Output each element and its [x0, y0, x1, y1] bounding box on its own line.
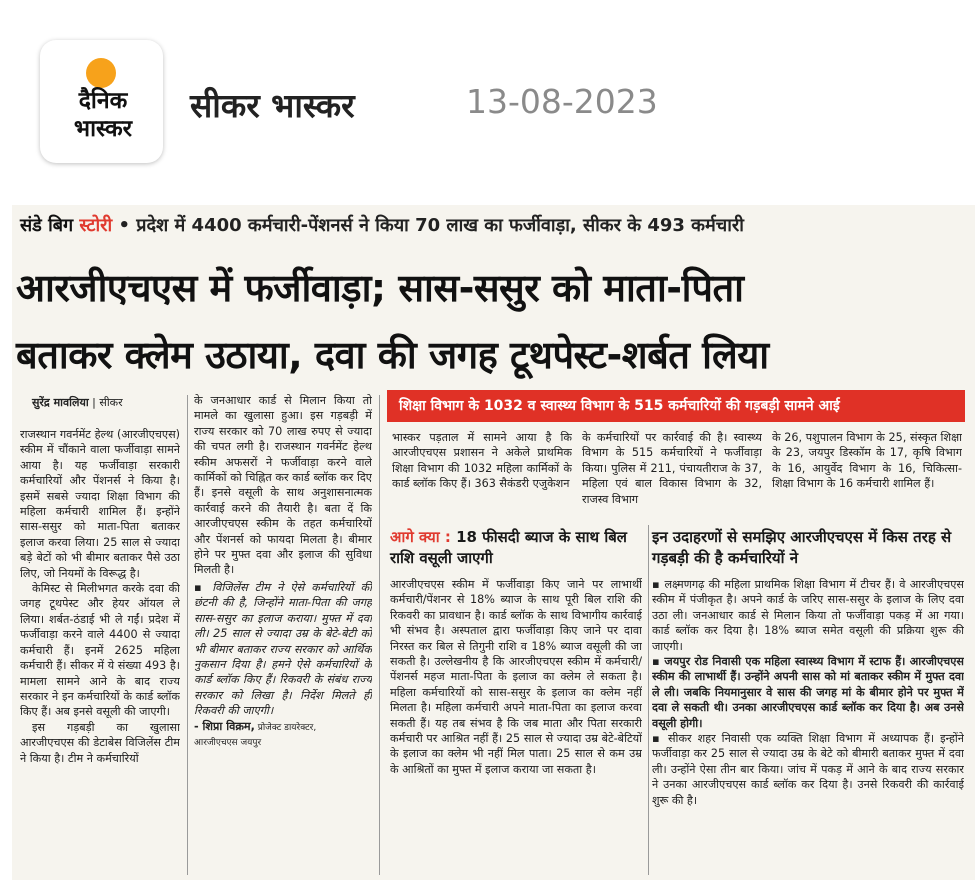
red-banner: शिक्षा विभाग के 1032 व स्वास्थ्य विभाग के 515 कर्मचारियों की गड़बड़ी सामने आई [387, 390, 965, 422]
headline-line-1: आरजीएचएस में फर्जीवाड़ा; सास-ससुर को माता-पिता [16, 266, 744, 310]
logo-text-line1: दैनिक [78, 88, 128, 114]
example-2: ▪ जयपुर रोड निवासी एक महिला स्वास्थ्य विभाग में स्टाफ हैं। आरजीएचएस स्कीम की लाभार्थी हैं। उन्होंने अपनी सास को मां बताकर स्कीम में मुफ्त दवा ले ली। जबकि नियमानुसार वे सास की जगह मां के बीमार होने पर मुफ्त में दवा ले सकती थी। उनका आरजीएचएस कार्ड ब्लॉक कर दिया है। अब उनसे वसूली होगी। [652, 655, 964, 730]
column-divider [187, 395, 188, 875]
headline-line-2: बताकर क्लेम उठाया, दवा की जगह टूथपेस्ट-शर्बत लिया [16, 333, 769, 377]
column-divider [379, 395, 380, 875]
kicker-text: • प्रदेश में 4400 कर्मचारी-पेंशनर्स ने किया 70 लाख का फर्जीवाड़ा, सीकर के 493 कर्मचारी [112, 215, 744, 236]
vigilance-quote: ▪ विजिलेंस टीम ने ऐसे कर्मचारियों की छंटनी की है, जिन्होंने माता-पिता की जगह सास-ससुर का इलाज कराया। मुफ्त में दवा ली। 25 साल से ज्यादा उम्र के बेटे-बेटी को भी बीमार बताकर राज्य सरकार को आर्थिक नुकसान दिया है। हमने ऐसे कर्मचारियों के कार्ड ब्लॉक किए हैं। रिकवरी के संबंध राज्य सरकार को लिखा है। निर्देश मिलते ही रिकवरी की जाएगी। [194, 580, 372, 718]
sun-icon [86, 58, 116, 88]
aage-kya-label: आगे क्या : [390, 528, 457, 546]
aage-kya-heading [390, 527, 645, 569]
newspaper-clipping[interactable] [12, 205, 975, 880]
article-column-2 [194, 393, 372, 877]
column-divider [648, 525, 649, 875]
kicker-label: संडे बिग [20, 215, 80, 236]
signature-role: प्रोजेक्ट डायरेक्टर, [254, 722, 317, 733]
article-column-1 [20, 427, 180, 877]
signature-org: आरजीएचएस जयपुर [194, 737, 262, 748]
byline-name: सुरेंद्र मावलिया [32, 396, 89, 409]
story-kicker [20, 213, 744, 237]
aage-kya-title: 18 फीसदी ब्याज के साथ बिल राशि वसूली जाएगी [390, 528, 627, 567]
app-header [0, 0, 975, 190]
col2-paragraph-1: के जनआधार कार्ड से मिलान किया तो मामले का खुलासा हुआ। इस गड़बड़ी में राज्य सरकार को 70 लाख रुपए से ज्यादा की चपत लगी है। राजस्थान गवर्नमेंट हेल्थ स्कीम अफसरों ने फर्जीवाड़ा करने वाले कार्मिकों को चिह्नित कर कार्ड ब्लॉक कर दिए हैं। इनसे वसूली के साथ अनुशासनात्मक कार्रवाई करने की तैयारी है। बता दें कि आरजीएचएस स्कीम के तहत कर्मचारियों और पेंशनर्स को फायदा मिलता है। बीमार होने पर मुफ्त दवा और इलाज की सुविधा मिलती है। [194, 394, 372, 577]
examples-heading: इन उदाहरणों से समझिए आरजीएचएस में किस तरह से गड़बड़ी की है कर्मचारियों ने [652, 528, 952, 567]
edition-title: सीकर भास्कर [190, 86, 355, 125]
example-3: ▪ सीकर शहर निवासी एक व्यक्ति शिक्षा विभाग में अध्यापक हैं। इन्होंने फर्जीवाड़ा कर 25 साल से ज्यादा उम्र के बेटे को बीमारी बताकर मुफ्त में दवा ली। उन्होंने ऐसा तीन बार किया। जांच में पकड़ में आने के बाद राज्य सरकार ने उनका आरजीएचएस कार्ड ब्लॉक कर दिया है। उनसे रिकवरी की कार्रवाई शुरू की है। [652, 732, 964, 807]
aage-kya-body: आरजीएचएस स्कीम में फर्जीवाड़ा किए जाने पर लाभार्थी कर्मचारी/पेंशनर से 18% ब्याज के साथ पूरी बिल राशि की रिकवरी का प्रावधान है। कार्ड ब्लॉक के साथ विभागीय कार्रवाई भी संभव है। अस्पताल द्वारा फर्जीवाड़ा किए जाने पर दावा निरस्त कर बिल से तिगुनी राशि व 18% ब्याज वसूली की जा सकती है। उल्लेखनीय है कि आरजीएचएस स्कीम में कर्मचारी/पेंशनर्स महज माता-पिता के इलाज का क्लेम ले सकता है। महिला कर्मचारियों को सास-ससुर के इलाज का क्लेम नहीं मिलता है। महिला कर्मचारी अपने माता-पिता का इलाज करवा सकती हैं। यह तब संभव है कि जब माता और पिता सरकारी कर्मचारी पर आश्रित नहीं हैं। 25 साल से ज्यादा उम्र बेटे-बेटियों के इलाज का क्लेम भी नहीं मिल पाता। 25 साल से कम उम्र के आश्रितों का मुफ्त में इलाज कराया जा सकता है। [390, 578, 642, 776]
byline: सुरेंद्र मावलिया | सीकर [32, 396, 123, 409]
col1-paragraph-1: राजस्थान गवर्नमेंट हेल्थ (आरजीएचएस) स्कीम में चौंकाने वाला फर्जीवाड़ा सामने आया है। यह फर्जीवाड़ा सरकारी कर्मचारियों और पेंशनर्स ने किया है। इसमें सबसे ज्यादा शिक्षा विभाग की महिला कर्मचारी शामिल हैं। इन्होंने सास-ससुर को माता-पिता बताकर इलाज करवा लिया। 25 साल से ज्यादा बड़े बेटों को भी बीमार बताकर पैसे उठा लिए, जो नियमों के विरूद्ध है। [20, 428, 180, 580]
edition-date: 13-08-2023 [466, 82, 658, 121]
examples-body [652, 577, 964, 877]
banner-column-2: के कर्मचारियों पर कार्रवाई की है। स्वास्थ्य विभाग के 515 कर्मचारियों ने फर्जीवाड़ा किया। पुलिस में 211, पंचायतीराज के 37, महिला एवं बाल विकास विभाग के 32, राजस्व विभाग [582, 431, 762, 506]
byline-place: सीकर [99, 396, 123, 409]
quote-signature [194, 719, 372, 736]
col1-paragraph-2: केमिस्ट से मिलीभगत करके दवा की जगह टूथपेस्ट और हेयर ऑयल ले लिया। शर्बत-ठंडाई भी ले गईं। प्रदेश में फर्जीवाड़ा करने वाले 4400 से ज्यादा कर्मचारी हैं। इनमें 2625 महिला कर्मचारी हैं। सीकर में ये संख्या 493 है। मामला सामने आने के बाद राज्य सरकार ने इन कर्मचारियों के कार्ड ब्लॉक किए हैं। अब इनसे वसूली की जाएगी। [20, 582, 180, 719]
col1-paragraph-3: इस गड़बड़ी का खुलासा आरजीएचएस की डेटाबेस विजिलेंस टीम ने किया है। टीम ने कर्मचारियों [20, 720, 180, 765]
logo-text-line2: भास्कर [73, 116, 133, 142]
kicker-story: स्टोरी [79, 215, 113, 236]
example-1: ▪ लक्ष्मणगढ़ की महिला प्राथमिक शिक्षा विभाग में टीचर हैं। वे आरजीएचएस स्कीम में पंजीकृत है। अपने कार्ड के जरिए सास-ससुर के इलाज के लिए दवा उठा ली। जनआधार कार्ड से मिलान किया तो फर्जीवाड़ा पकड़ में आ गया। कार्ड ब्लॉक कर दिया है। 18% ब्याज समेत वसूली की प्रक्रिया शुरू की जाएगी। [652, 578, 964, 653]
banner-column-3: के 26, पशुपालन विभाग के 25, संस्कृत शिक्षा के 23, जयपुर डिस्कॉम के 17, कृषि विभाग के 16, आयुर्वेद विभाग के 16, चिकित्सा-शिक्षा विभाग के 16 कर्मचारी शामिल हैं। [772, 431, 962, 491]
signature-name: - शिप्रा विक्रम, [194, 719, 255, 733]
banner-column-1: भास्कर पड़ताल में सामने आया है कि आरजीएचएस प्रशासन ने अकेले प्राथमिक शिक्षा विभाग की 1032 महिला कार्मिकों के कार्ड ब्लॉक किए हैं। 363 सैकंडरी एजुकेशन [392, 431, 572, 491]
dainik-bhaskar-logo[interactable] [40, 40, 163, 163]
